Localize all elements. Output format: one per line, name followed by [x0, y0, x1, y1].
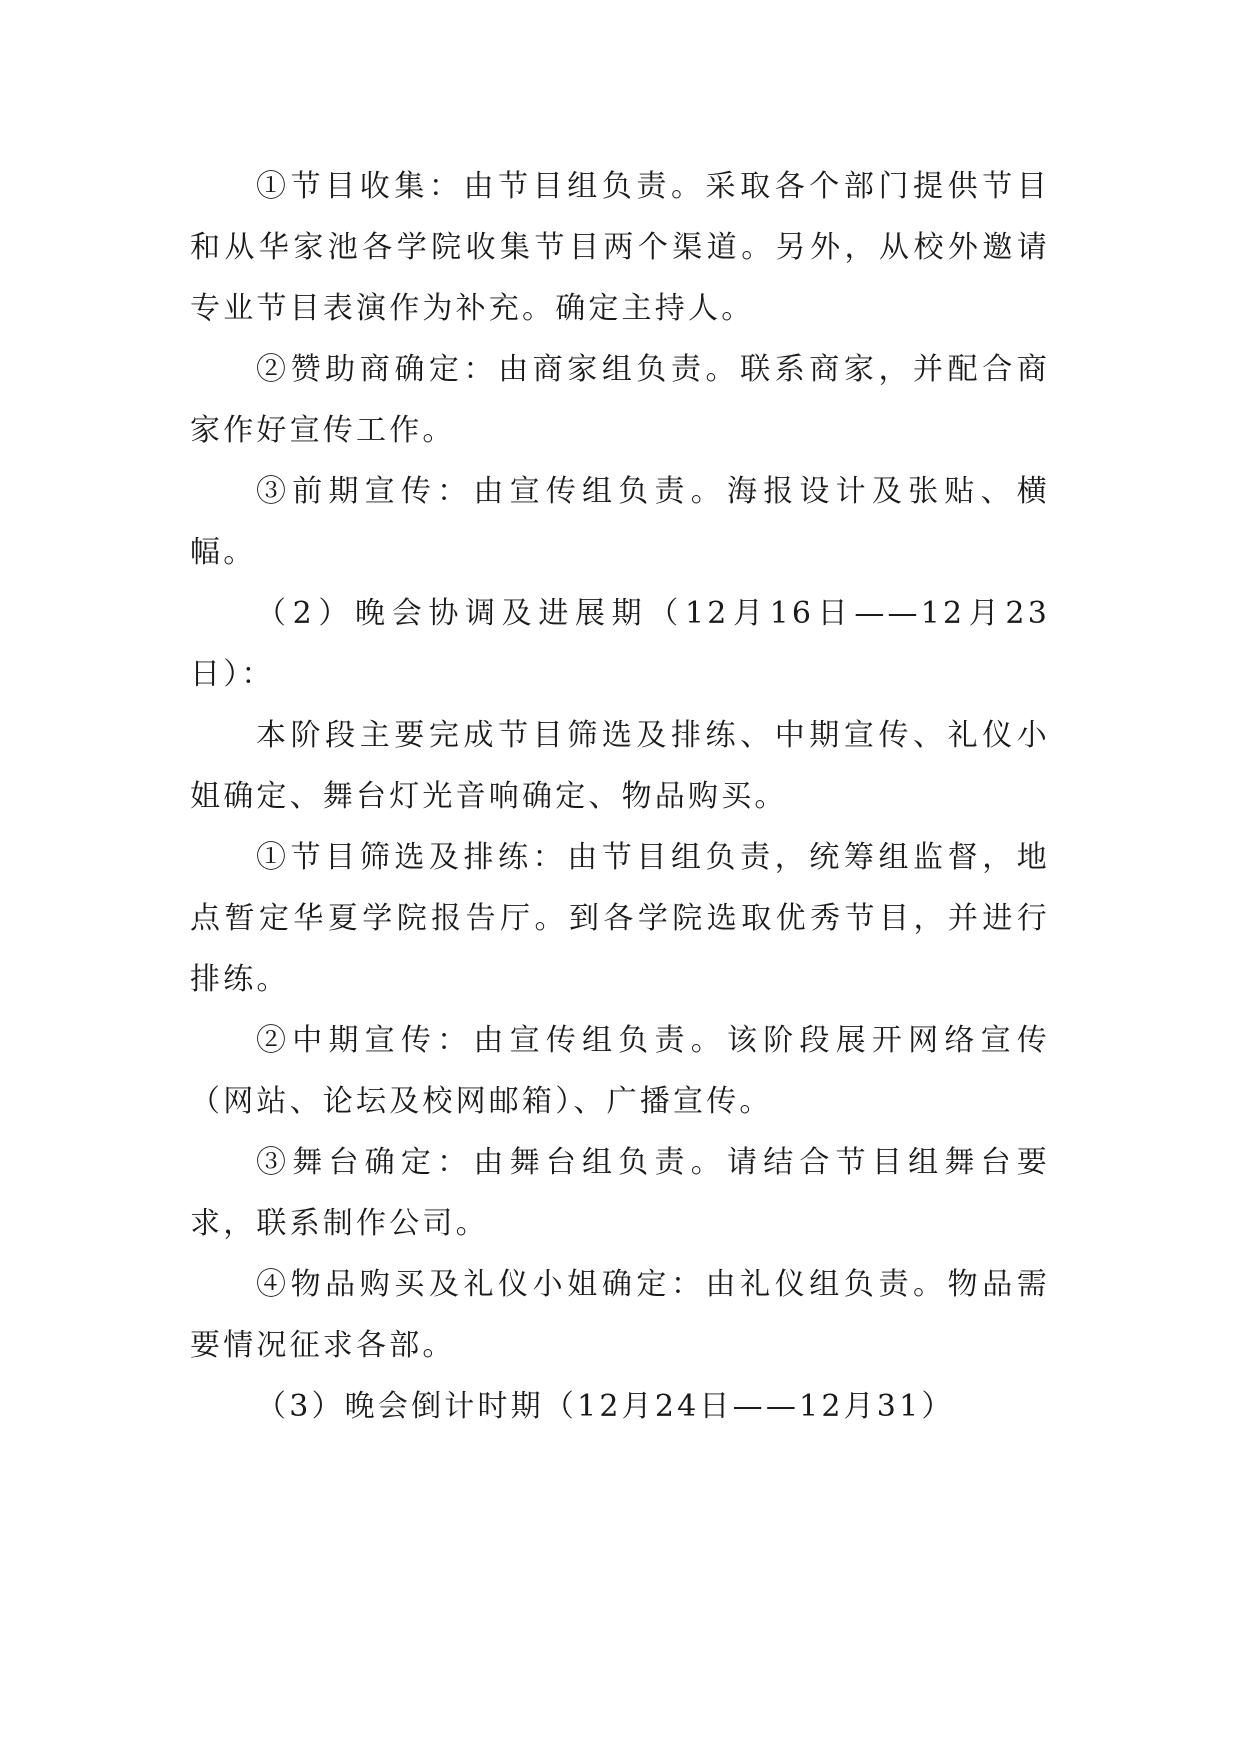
paragraph-early-publicity: ③前期宣传：由宣传组负责。海报设计及张贴、横幅。 — [190, 474, 1050, 570]
document-body — [190, 156, 1050, 1437]
paragraph-program-collection: ①节目收集：由节目组负责。采取各个部门提供节目和从华家池各学院收集节目两个渠道。另外，从校外邀请专业节目表演作为补充。确定主持人。 — [190, 169, 1050, 326]
paragraph-sponsor-confirmation: ②赞助商确定：由商家组负责。联系商家，并配合商家作好宣传工作。 — [190, 352, 1050, 448]
paragraph-purchase-etiquette: ④物品购买及礼仪小姐确定：由礼仪组负责。物品需要情况征求各部。 — [190, 1267, 1050, 1363]
paragraph-stage-confirmation: ③舞台确定：由舞台组负责。请结合节目组舞台要求，联系制作公司。 — [190, 1145, 1050, 1241]
section-heading-countdown-phase: （3）晚会倒计时期（12月24日——12月31） — [256, 1389, 955, 1424]
section-heading-coordination-phase: （2）晚会协调及进展期（12月16日——12月23日）： — [190, 596, 1050, 692]
paragraph-program-selection: ①节目筛选及排练：由节目组负责，统筹组监督，地点暂定华夏学院报告厅。到各学院选取优秀节目，并进行排练。 — [190, 840, 1050, 997]
paragraph-mid-publicity: ②中期宣传：由宣传组负责。该阶段展开网络宣传（网站、论坛及校网邮箱）、广播宣传。 — [190, 1023, 1050, 1119]
paragraph-phase-overview: 本阶段主要完成节目筛选及排练、中期宣传、礼仪小姐确定、舞台灯光音响确定、物品购买。 — [190, 718, 1050, 814]
